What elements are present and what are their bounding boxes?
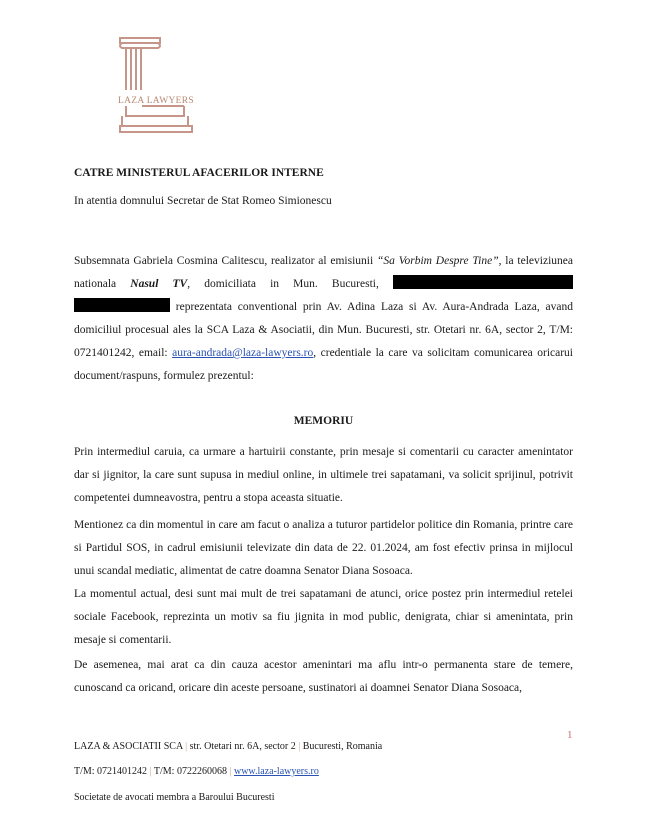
footer-separator: | <box>298 741 301 752</box>
website-link[interactable]: www.laza-lawyers.ro <box>233 766 319 777</box>
channel-name: Nasul TV <box>130 278 188 290</box>
footer-separator: | <box>185 741 188 752</box>
body-paragraph: De asemenea, mai arat ca din cauza acestor amenintari ma aflu intr-o permanenta stare de temere, cunoscand ca oricand, oricare din aceste persoane, sustinatori ai doamnei Senator Diana Sosoaca, <box>74 659 573 694</box>
footer-address <box>74 741 382 752</box>
footer-contacts <box>74 766 319 777</box>
intro-text-4: reprezentata conventional prin Av. Adina Laza si Av. Aura-Andrada Laza, avand domiciliul procesual ales la SCA Laza & Asociatii, din Mun. Bucuresti, str. Otetari nr. 6A, sector 2, T/M: 0721401242, email: <box>74 301 573 359</box>
memorandum-heading: MEMORIU <box>293 415 354 427</box>
intro-text-5: , credentiale la care va solicitam comunicarea oricarui document/raspuns, formulez prezentul: <box>74 347 573 382</box>
footer-phone-2: T/M: 0722260068 <box>153 766 227 777</box>
email-link[interactable]: aura-andrada@laza-lawyers.ro <box>172 347 314 359</box>
footer-city: Bucuresti, Romania <box>302 741 383 752</box>
show-name: “Sa Vorbim Despre Tine” <box>377 255 499 267</box>
footer-bar-membership: Societate de avocati membra a Baroului Bucuresti <box>74 792 275 803</box>
redaction-bar <box>393 275 573 289</box>
logo-wordmark: LAZA LAWYERS <box>118 96 194 106</box>
body-paragraph: La momentul actual, desi sunt mai mult de trei sapatamani de atunci, orice postez prin intermediul retelei sociale Facebook, reprezinta un motiv sa fiu jignita in mod public, denigrata, chiar si amenintata, prin mesaje si comentarii. <box>74 588 573 646</box>
footer-firm: LAZA & ASOCIATII SCA <box>74 741 183 752</box>
intro-text-1: Subsemnata Gabriela Cosmina Calitescu, realizator al emisiunii <box>74 255 378 267</box>
addressee: CATRE MINISTERUL AFACERILOR INTERNE <box>74 167 324 179</box>
footer-separator: | <box>229 766 232 777</box>
page-number: 1 <box>567 729 573 741</box>
footer-street: str. Otetari nr. 6A, sector 2 <box>189 741 296 752</box>
redaction-bar <box>74 298 170 312</box>
laza-lawyers-logo <box>112 36 198 136</box>
intro-paragraph <box>74 250 573 388</box>
footer-phone-1: T/M: 0721401242 <box>74 766 148 777</box>
attention-line: In atentia domnului Secretar de Stat Romeo Simionescu <box>74 195 332 207</box>
body-paragraph: Prin intermediul caruia, ca urmare a hartuirii constante, prin mesaje si comentarii cu caracter amenintator dar si jignitor, la care sunt supusa in mediul online, in ultimele trei sapatamani, va solicit sprijinul, potrivit competentei dumneavostra, pentru a stopa aceasta situatie. <box>74 446 573 504</box>
footer-separator: | <box>149 766 152 777</box>
body-paragraph: Mentionez ca din momentul in care am facut o analiza a tuturor partidelor politice din Romania, printre care si Partidul SOS, in cadrul emisiunii televizate din data de 22. 01.2024, am fost efectiv prinsa in mijlocul unui scandal mediatic, alimentat de catre doamna Senator Diana Sosoaca. <box>74 519 573 577</box>
intro-text-3: , domiciliata in Mun. Bucuresti, <box>187 278 379 290</box>
intro-text-2: , la televiziunea nationala <box>74 255 573 290</box>
